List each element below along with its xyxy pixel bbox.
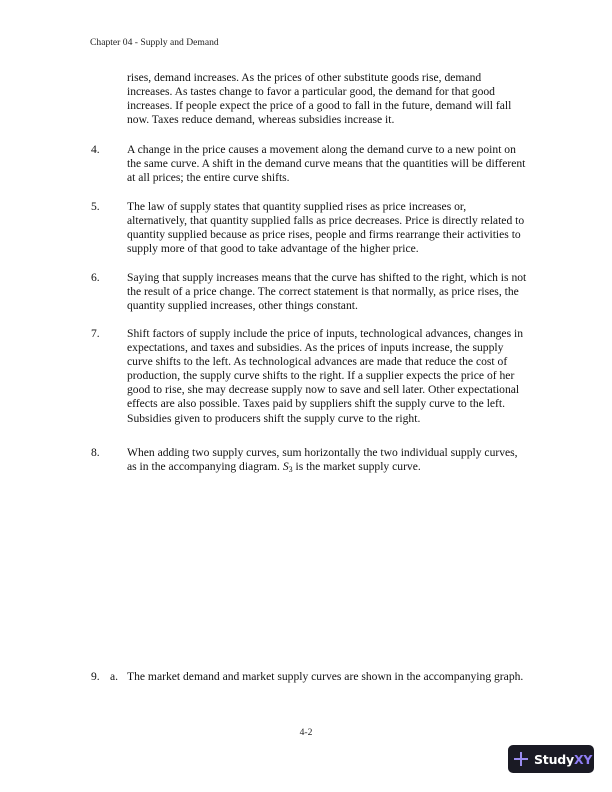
item-number: 7. [91, 327, 100, 340]
diagram-placeholder [127, 480, 527, 660]
item-text: A change in the price causes a movement along the demand curve to a new point on the same curve. A shift in the demand curve means that the quantities will be different at all prices; the entire curve shifts. [127, 143, 526, 185]
studyxy-badge[interactable] [508, 745, 594, 773]
item-number: 9. [91, 670, 100, 683]
item-text [127, 446, 527, 474]
item-text: The market demand and market supply curves are shown in the accompanying graph. [127, 670, 524, 683]
item-number: 6. [91, 271, 100, 284]
list-item-6 [91, 271, 531, 313]
supply-symbol: S [282, 460, 289, 474]
item-text-before: When adding two supply curves, sum horizontally the two individual supply curves, as in the accompanying diagram. [127, 446, 518, 474]
list-item-9 [91, 670, 531, 684]
item-sub-label: a. [110, 670, 119, 683]
item-text-after: is the market supply curve. [292, 460, 421, 474]
brand-label-accent: XY [573, 751, 593, 767]
list-item-7 [91, 327, 531, 426]
list-item-5 [91, 200, 531, 256]
continued-paragraph: rises, demand increases. As the prices of other substitute goods rise, demand increases. As tastes change to favor a particular good, the demand for that good increases. If people expect the price of a good to fall in the future, demand will fall now. Taxes reduce demand, whereas subsidies increase it. [127, 71, 512, 127]
item-text: Shift factors of supply include the price of inputs, technological advances, changes in expectations, and taxes and subsidies. As the prices of inputs increase, the supply curve shifts to the left. As technological advances are made that reduce the cost of production, the supply curve shifts to the right. If a supplier expects the price of her good to rise, she may decrease supply now to save and sell later. Other expectational effects are also possible. Taxes paid by suppliers shift the supply curve to the left. Subsidies given to producers shift the supply curve to the right. [127, 327, 524, 425]
item-number: 5. [91, 200, 100, 213]
item-number: 4. [91, 143, 100, 156]
item-text: Saying that supply increases means that the curve has shifted to the right, which is not the result of a price change. The correct statement is that normally, as price rises, the quantity supplied increases, other things constant. [127, 271, 527, 313]
list-item-4 [91, 143, 531, 185]
plus-icon [514, 752, 528, 766]
item-number: 8. [91, 446, 100, 459]
running-header: Chapter 04 - Supply and Demand [90, 37, 219, 48]
item-text: The law of supply states that quantity supplied rises as price increases or, alternatively, that quantity supplied falls as price decreases. Price is directly related to quantity supplied because as price rises, people and firms rearrange their activities to supply more of that good to take advantage of the higher price. [127, 200, 525, 256]
list-item-8 [91, 446, 531, 474]
page-number: 4-2 [299, 727, 313, 738]
supply-symbol-subscript: 3 [288, 465, 293, 475]
brand-label-main: Study [534, 751, 574, 767]
